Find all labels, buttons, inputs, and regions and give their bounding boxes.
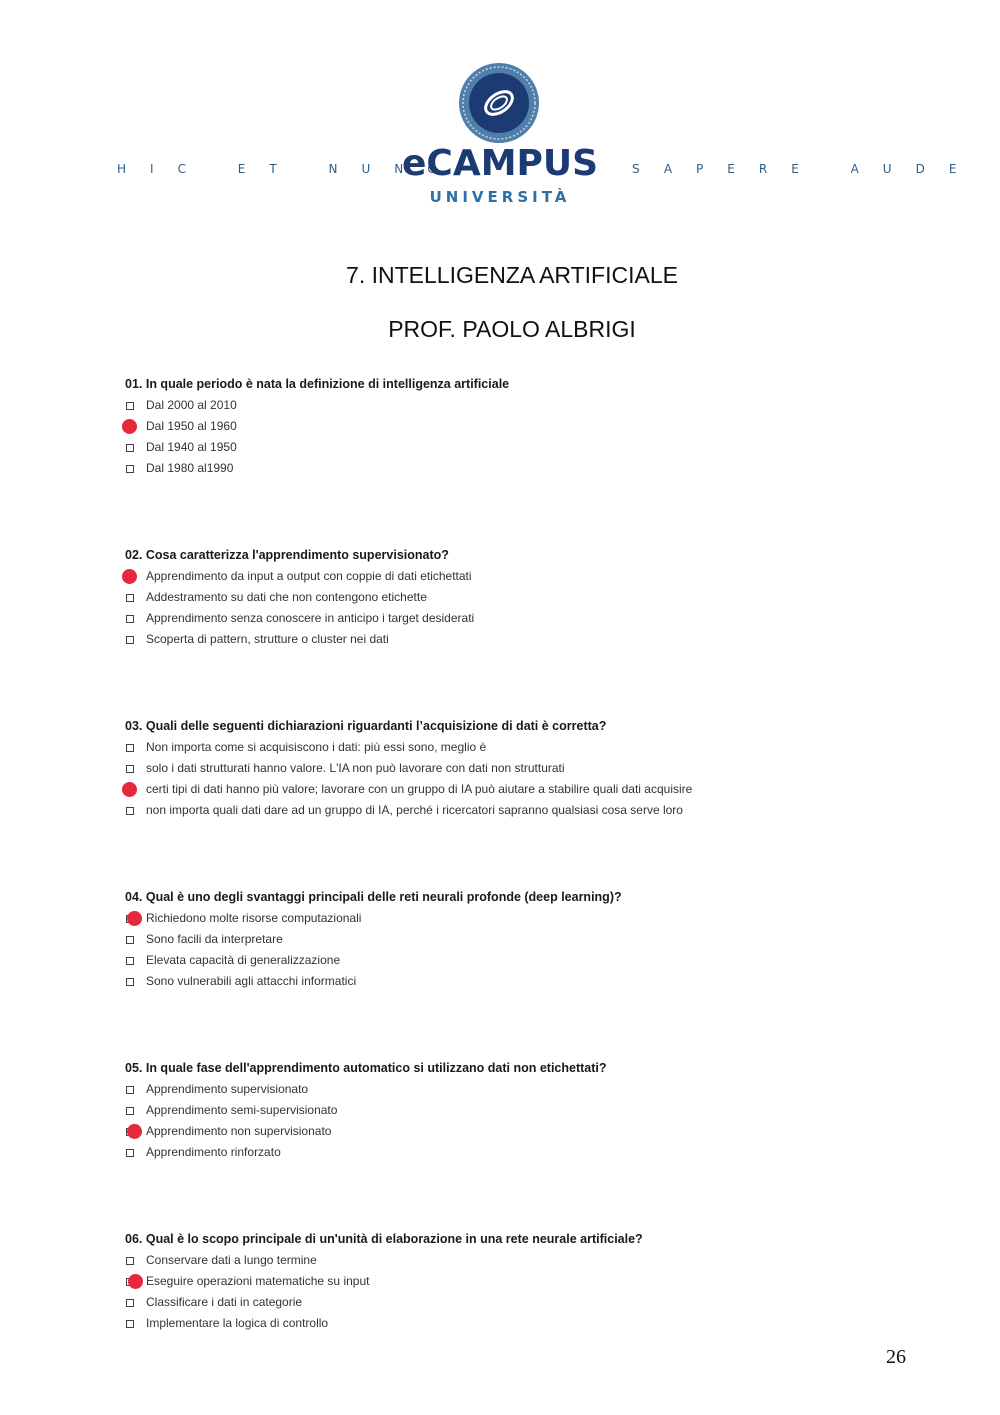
answer-option[interactable]	[125, 1271, 905, 1292]
page-number: 26	[886, 1346, 906, 1368]
checkbox-icon[interactable]	[126, 444, 134, 452]
checkbox-icon[interactable]	[126, 957, 134, 965]
motto-left: HIC ET NUNC	[117, 162, 460, 176]
checkbox-icon[interactable]	[126, 615, 134, 623]
answer-option-label: Eseguire operazioni matematiche su input	[146, 1274, 370, 1288]
answer-option-label: Elevata capacità di generalizzazione	[146, 953, 341, 967]
checkbox-icon[interactable]	[126, 1320, 134, 1328]
answer-option[interactable]	[125, 1292, 905, 1313]
answer-option[interactable]	[125, 1250, 905, 1271]
brand-subtitle: UNIVERSITÀ	[429, 188, 571, 206]
question-block	[125, 1229, 905, 1334]
answer-option-label: Apprendimento semi-supervisionato	[146, 1103, 338, 1117]
answer-option[interactable]	[125, 1079, 905, 1100]
answer-option[interactable]	[125, 737, 905, 758]
question-text: 02. Cosa caratterizza l'apprendimento supervisionato?	[125, 548, 449, 562]
page-header	[0, 0, 1000, 220]
answer-option[interactable]	[125, 437, 905, 458]
answer-option-label: Dal 1950 al 1960	[146, 419, 237, 433]
answer-option[interactable]	[125, 1313, 905, 1334]
question-list	[125, 374, 905, 1400]
question-text: 03. Quali delle seguenti dichiarazioni riguardanti l’acquisizione di dati è corretta?	[125, 719, 607, 733]
answer-option[interactable]	[125, 971, 905, 992]
answer-option[interactable]	[125, 779, 905, 800]
selected-answer-marker-icon	[128, 1274, 143, 1289]
question-block	[125, 545, 905, 650]
answer-option[interactable]	[125, 929, 905, 950]
answer-option-label: Sono vulnerabili agli attacchi informatici	[146, 974, 357, 988]
question-text: 01. In quale periodo è nata la definizione di intelligenza artificiale	[125, 377, 510, 391]
answer-option[interactable]	[125, 629, 905, 650]
answer-option[interactable]	[125, 1100, 905, 1121]
answer-option-label: Apprendimento rinforzato	[146, 1145, 281, 1159]
answer-option-label: Scoperta di pattern, strutture o cluster nei dati	[146, 632, 389, 646]
answer-option-label: Apprendimento senza conoscere in anticipo i target desiderati	[146, 611, 475, 625]
checkbox-icon[interactable]	[126, 1299, 134, 1307]
answer-option[interactable]	[125, 950, 905, 971]
selected-answer-marker-icon	[122, 569, 137, 584]
answer-option-label: Dal 1980 al1990	[146, 461, 234, 475]
checkbox-icon[interactable]	[126, 1257, 134, 1265]
selected-answer-marker-icon	[122, 419, 137, 434]
answer-option-label: Addestramento su dati che non contengono etichette	[146, 590, 427, 604]
question-block	[125, 374, 905, 479]
checkbox-icon[interactable]	[126, 936, 134, 944]
answer-option[interactable]	[125, 608, 905, 629]
answer-option-label: certi tipi di dati hanno più valore; lavorare con un gruppo di IA può aiutare a stabilire quali dati acquisire	[146, 782, 693, 796]
answer-option[interactable]	[125, 1142, 905, 1163]
answer-option-label: Implementare la logica di controllo	[146, 1316, 329, 1330]
answer-option[interactable]	[125, 566, 905, 587]
checkbox-icon[interactable]	[126, 402, 134, 410]
answer-option-label: Classificare i dati in categorie	[146, 1295, 303, 1309]
selected-answer-marker-icon	[127, 911, 142, 926]
answer-option-label: Richiedono molte risorse computazionali	[146, 911, 362, 925]
university-seal-icon	[458, 62, 540, 144]
question-block	[125, 716, 905, 821]
answer-option-label: Conservare dati a lungo termine	[146, 1253, 317, 1267]
page-subtitle: PROF. PAOLO ALBRIGI	[388, 316, 636, 342]
answer-option[interactable]	[125, 908, 905, 929]
answer-option[interactable]	[125, 395, 905, 416]
question-block	[125, 1058, 905, 1163]
question-text: 04. Qual è uno degli svantaggi principali delle reti neurali profonde (deep learning)?	[125, 890, 622, 904]
answer-option[interactable]	[125, 758, 905, 779]
answer-option[interactable]	[125, 800, 905, 821]
question-text: 06. Qual è lo scopo principale di un'unità di elaborazione in una rete neurale artificiale?	[125, 1232, 643, 1246]
checkbox-icon[interactable]	[126, 978, 134, 986]
checkbox-icon[interactable]	[126, 1086, 134, 1094]
selected-answer-marker-icon	[122, 782, 137, 797]
answer-option-label: solo i dati strutturati hanno valore. L'IA non può lavorare con dati non strutturati	[146, 761, 565, 775]
checkbox-icon[interactable]	[126, 744, 134, 752]
answer-option-label: Apprendimento supervisionato	[146, 1082, 309, 1096]
checkbox-icon[interactable]	[126, 1149, 134, 1157]
answer-option-label: non importa quali dati dare ad un gruppo di IA, perché i ricercatori sapranno qualsiasi cosa serve loro	[146, 803, 683, 817]
answer-option-label: Non importa come si acquisiscono i dati: più essi sono, meglio è	[146, 740, 487, 754]
answer-option[interactable]	[125, 458, 905, 479]
answer-option-label: Sono facili da interpretare	[146, 932, 283, 946]
answer-option[interactable]	[125, 416, 905, 437]
answer-option-label: Apprendimento da input a output con coppie di dati etichettati	[146, 569, 472, 583]
selected-answer-marker-icon	[127, 1124, 142, 1139]
page-title: 7. INTELLIGENZA ARTIFICIALE	[346, 262, 678, 288]
checkbox-icon[interactable]	[126, 636, 134, 644]
checkbox-icon[interactable]	[126, 594, 134, 602]
brand-name: eCAMPUS	[402, 143, 599, 184]
answer-option-label: Apprendimento non supervisionato	[146, 1124, 332, 1138]
answer-option[interactable]	[125, 587, 905, 608]
checkbox-icon[interactable]	[126, 1107, 134, 1115]
checkbox-icon[interactable]	[126, 807, 134, 815]
checkbox-icon[interactable]	[126, 765, 134, 773]
motto-right: SAPERE AUDE	[632, 162, 981, 176]
question-block	[125, 887, 905, 992]
question-text: 05. In quale fase dell'apprendimento automatico si utilizzano dati non etichettati?	[125, 1061, 607, 1075]
answer-option[interactable]	[125, 1121, 905, 1142]
answer-option-label: Dal 2000 al 2010	[146, 398, 237, 412]
checkbox-icon[interactable]	[126, 465, 134, 473]
brand-logo	[402, 142, 598, 206]
answer-option-label: Dal 1940 al 1950	[146, 440, 237, 454]
